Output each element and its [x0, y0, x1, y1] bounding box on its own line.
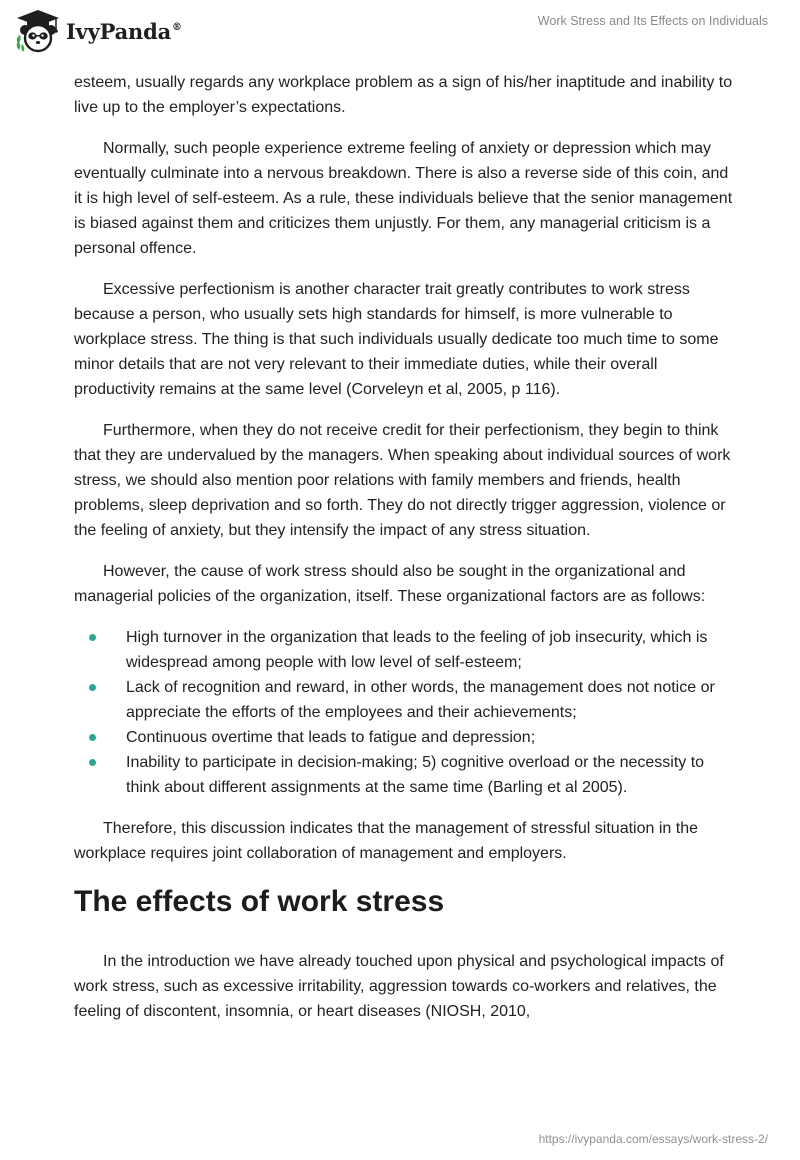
paragraph: Therefore, this discussion indicates that the management of stressful situation in the workplace requires joint collaboration of management and employers. [74, 820, 698, 862]
paragraph: Excessive perfectionism is another character trait greatly contributes to work stress because a person, who usually sets high standards for himself, is more vulnerable to workplace stress. The thing is that such individuals usually dedicate too much time to some minor details that are not very relevant to their immediate duties, while their overall productivity remains at the same level (Corveleyn et al, 2005, p 116). [74, 281, 719, 398]
logo-text: IvyPanda [66, 18, 172, 44]
bullet-icon [89, 734, 96, 741]
panda-logo-icon [14, 8, 62, 54]
ivypanda-logo[interactable] [14, 8, 182, 54]
bullet-icon [89, 634, 96, 641]
list-item-text: Lack of recognition and reward, in other words, the management does not notice or appreciate the efforts of the employees and their achievements; [126, 679, 715, 721]
registered-mark: ® [172, 21, 182, 33]
essay-content [74, 70, 734, 1040]
list-item-text: Continuous overtime that leads to fatigue and depression; [126, 729, 536, 746]
bullet-icon [89, 759, 96, 766]
list-item [74, 725, 734, 750]
list-item [74, 625, 734, 675]
page-header [0, 0, 800, 62]
paragraph: Normally, such people experience extreme feeling of anxiety or depression which may eventually culminate into a nervous breakdown. There is also a reverse side of this coin, and it is high level of self-esteem. As a rule, these individuals believe that the senior management is biased against them and criticizes them unjustly. For them, any managerial criticism is a personal offence. [74, 140, 733, 257]
list-item [74, 675, 734, 725]
list-item-text: Inability to participate in decision-making; 5) cognitive overload or the necessity to think about different assignments at the same time (Barling et al 2005). [126, 754, 705, 796]
list-item-text: High turnover in the organization that leads to the feeling of job insecurity, which is widespread among people with low level of self-esteem; [126, 629, 708, 671]
document-title: Work Stress and Its Effects on Individuals [537, 14, 768, 28]
paragraph: In the introduction we have already touched upon physical and psychological impacts of work stress, such as excessive irritability, aggression towards co-workers and relatives, the feeling of discontent, insomnia, or heart diseases (NIOSH, 2010, [74, 953, 724, 1020]
section-heading: The effects of work stress [74, 885, 445, 918]
source-url[interactable]: https://ivypanda.com/essays/work-stress-2/ [538, 1132, 768, 1146]
paragraph: Furthermore, when they do not receive credit for their perfectionism, they begin to think that they are undervalued by the managers. When speaking about individual sources of work stress, we should also mention poor relations with family members and friends, health problems, sleep deprivation and so forth. They do not directly trigger aggression, violence or the feeling of anxiety, but they intensify the impact of any stress situation. [74, 422, 731, 539]
paragraph: esteem, usually regards any workplace problem as a sign of his/her inaptitude and inability to live up to the employer’s expectations. [74, 74, 733, 116]
paragraph: However, the cause of work stress should also be sought in the organizational and managerial policies of the organization, itself. These organizational factors are as follows: [74, 563, 706, 605]
organizational-factors-list [74, 625, 734, 800]
list-item [74, 750, 734, 800]
bullet-icon [89, 684, 96, 691]
